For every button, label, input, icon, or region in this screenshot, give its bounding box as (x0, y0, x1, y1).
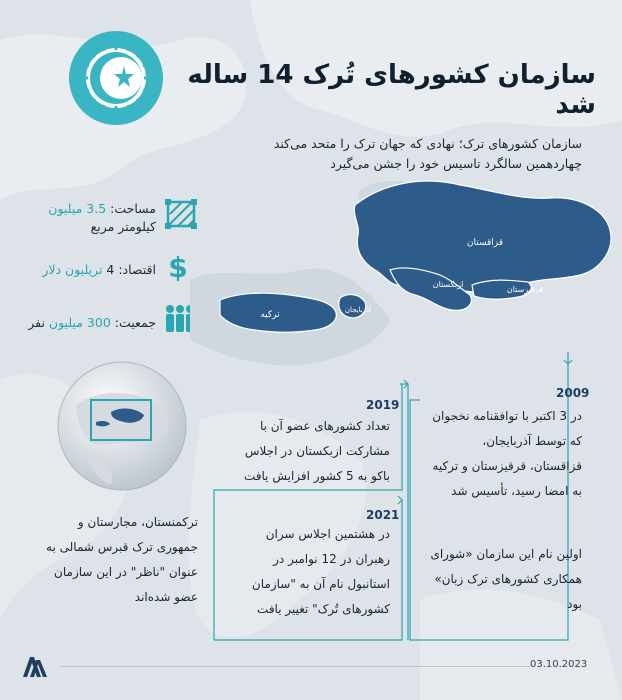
aa-agency-logo (22, 656, 48, 678)
area-unit: کیلومتر مربع (90, 219, 156, 234)
map-label-azerbaijan: آذربایجان (344, 306, 372, 314)
area-value: 3.5 میلیون (48, 201, 107, 216)
area-label: مساحت: (106, 201, 156, 216)
population-stat (6, 314, 156, 332)
year-2009: 2009 (556, 386, 590, 400)
organization-logo (68, 30, 164, 126)
timeline-2019-text: تعداد کشورهای عضو آن با مشارکت ازبکستان در اجلاس باکو به 5 کشور افزایش یافت (244, 419, 390, 483)
member-states-map (190, 170, 622, 370)
year-2019: 2019 (366, 398, 400, 412)
timeline-2009-name-text: اولین نام این سازمان «شورای همکاری کشورهای ترک زبان» بود (430, 547, 582, 611)
map-label-kazakhstan: قزاقستان (466, 238, 504, 248)
economy-stat (6, 261, 156, 279)
publish-date: 03.10.2023 (530, 659, 588, 670)
timeline-2009-text: در 3 اکتبر با توافقنامه نخجوان که توسط آذربایجان، قزاقستان، قرقیزستان و ترکیه به امضا رسید، تأسیس شد (432, 409, 582, 498)
map-label-uzbekistan: ازبکستان (432, 280, 464, 289)
dollar-icon (166, 252, 190, 282)
page-title: سازمان کشورهای تُرک 14 ساله شد (187, 60, 596, 120)
population-value: 300 میلیون (48, 315, 111, 330)
population-label: جمعیت: (110, 315, 156, 330)
observers-text: ترکمنستان، مجارستان و جمهوری ترک قبرس شمالی به عنوان "ناظر" در این سازمان عضو شده‌اند (46, 515, 198, 604)
map-label-turkey: ترکیه (260, 310, 280, 320)
population-unit: نفر (28, 315, 49, 330)
economy-value: تریلیون دلار (42, 262, 103, 277)
svg-text:$: $ (168, 252, 188, 282)
timeline-2021-text: در هشتمین اجلاس سران رهبران در 12 نوامبر در استانبول نام آن به "سازمان کشورهای تُرک" تغییر یافت (251, 527, 390, 616)
globe-locator (56, 360, 188, 492)
area-stat (6, 200, 156, 236)
map-label-kyrgyzstan: قرقیزستان (506, 285, 544, 294)
year-2021: 2021 (366, 508, 400, 522)
intro-text: سازمان کشورهای ترک؛ نهادی که جهان ترک را متحد می‌کند چهاردهمین سالگرد تاسیس خود را جشن می‌گیرد (273, 136, 582, 171)
economy-label: اقتصاد: 4 (102, 262, 156, 277)
footer-divider (60, 666, 530, 667)
